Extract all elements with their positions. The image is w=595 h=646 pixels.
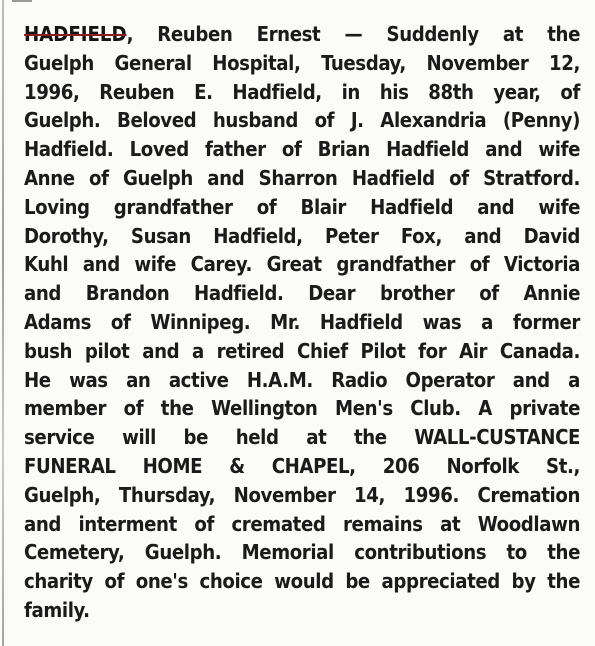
obituary-line: Guelph. Beloved husband of J. Alexandria (Penny) bbox=[24, 108, 580, 133]
obituary-line: and interment of cremated remains at Woodlawn bbox=[24, 511, 580, 536]
obituary-line: 1996, Reuben E. Hadfield, in his 88th year, of bbox=[24, 79, 580, 104]
obituary-line: charity of one's choice would be appreciated by the bbox=[24, 569, 580, 594]
obituary-line: Hadfield. Loved father of Brian Hadfield and wife bbox=[24, 137, 580, 162]
obituary-line: Guelph General Hospital, Tuesday, November 12, bbox=[24, 50, 580, 75]
obituary-line: member of the Wellington Men's Club. A private bbox=[24, 396, 580, 421]
obituary-line: Adams of Winnipeg. Mr. Hadfield was a former bbox=[24, 309, 580, 334]
obituary-line: bush pilot and a retired Chief Pilot for Air Canada. bbox=[24, 338, 580, 363]
obituary-line: Loving grandfather of Blair Hadfield and wife bbox=[24, 194, 580, 219]
obituary-line-text: , Reuben Ernest — Suddenly at the bbox=[126, 22, 580, 46]
obituary-surname: HADFIELD bbox=[24, 22, 127, 46]
column-rule-left bbox=[2, 0, 4, 646]
obituary-line: Anne of Guelph and Sharron Hadfield of Stratford. bbox=[24, 165, 580, 190]
obituary-line: He was an active H.A.M. Radio Operator and a bbox=[24, 367, 580, 392]
obituary-line: Dorothy, Susan Hadfield, Peter Fox, and David bbox=[24, 223, 580, 248]
obituary-line: Kuhl and wife Carey. Great grandfather of Victoria bbox=[24, 252, 580, 277]
obituary-line: and Brandon Hadfield. Dear brother of Annie bbox=[24, 281, 580, 306]
obituary-line: FUNERAL HOME & CHAPEL, 206 Norfolk St., bbox=[24, 453, 580, 478]
obituary-line: Cemetery, Guelph. Memorial contributions to the bbox=[24, 540, 580, 565]
obituary-line: family. bbox=[24, 597, 90, 622]
column-rule-top bbox=[12, 0, 32, 2]
obituary-line bbox=[24, 20, 580, 49]
obituary-text bbox=[24, 20, 580, 625]
obituary-line: service will be held at the WALL-CUSTANCE bbox=[24, 425, 580, 450]
obituary-line: Guelph, Thursday, November 14, 1996. Cremation bbox=[24, 482, 580, 507]
